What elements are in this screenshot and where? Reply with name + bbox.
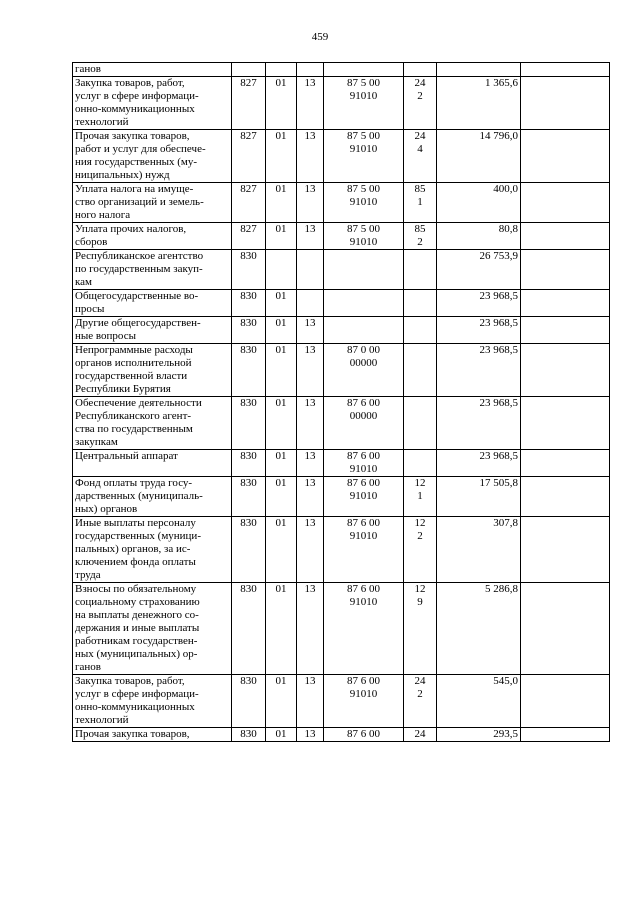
target-article-cell: 87 5 00 91010: [324, 183, 404, 223]
expense-type-cell: 12 9: [404, 583, 437, 675]
row-name-cell: Прочая закупка товаров, работ и услуг для обеспече- ния государственных (му- ниципальных) нужд: [73, 130, 232, 183]
section-code-cell: 01: [266, 477, 297, 517]
amount-cell: 400,0: [437, 183, 521, 223]
ministry-code-cell: 830: [232, 728, 266, 742]
ministry-code-cell: 830: [232, 583, 266, 675]
row-name-cell: Непрограммные расходы органов исполнительной государственной власти Республики Бурятия: [73, 344, 232, 397]
table-row: [73, 675, 610, 728]
table-row: [73, 477, 610, 517]
section-code-cell: 01: [266, 517, 297, 583]
row-name-cell: Центральный аппарат: [73, 450, 232, 477]
row-name-cell: Иные выплаты персоналу государственных (муници- пальных) органов, за ис- ключением фонда оплаты труда: [73, 517, 232, 583]
section-code-cell: 01: [266, 675, 297, 728]
amount-cell: [437, 63, 521, 77]
amount-cell: 23 968,5: [437, 317, 521, 344]
section-code-cell: 01: [266, 223, 297, 250]
amount-cell: 293,5: [437, 728, 521, 742]
ministry-code-cell: 830: [232, 675, 266, 728]
expense-type-cell: 24 2: [404, 675, 437, 728]
amount-cell: 23 968,5: [437, 344, 521, 397]
target-article-cell: 87 6 00 91010: [324, 477, 404, 517]
row-name-cell: Закупка товаров, работ, услуг в сфере информаци- онно-коммуникационных технологий: [73, 77, 232, 130]
section-code-cell: 01: [266, 344, 297, 397]
target-article-cell: 87 6 00 91010: [324, 450, 404, 477]
target-article-cell: 87 5 00 91010: [324, 223, 404, 250]
extra-amount-cell: [521, 583, 610, 675]
ministry-code-cell: 830: [232, 250, 266, 290]
target-article-cell: 87 6 00 00000: [324, 397, 404, 450]
extra-amount-cell: [521, 77, 610, 130]
subsection-code-cell: 13: [297, 450, 324, 477]
extra-amount-cell: [521, 130, 610, 183]
amount-cell: 14 796,0: [437, 130, 521, 183]
ministry-code-cell: 827: [232, 130, 266, 183]
target-article-cell: 87 6 00 91010: [324, 675, 404, 728]
page-number: 459: [311, 31, 329, 43]
section-code-cell: [266, 250, 297, 290]
amount-cell: 1 365,6: [437, 77, 521, 130]
table-row: [73, 63, 610, 77]
extra-amount-cell: [521, 223, 610, 250]
subsection-code-cell: 13: [297, 223, 324, 250]
extra-amount-cell: [521, 728, 610, 742]
subsection-code-cell: 13: [297, 675, 324, 728]
section-code-cell: 01: [266, 183, 297, 223]
target-article-cell: 87 6 00: [324, 728, 404, 742]
table-row: [73, 583, 610, 675]
ministry-code-cell: 830: [232, 450, 266, 477]
target-article-cell: [324, 63, 404, 77]
row-name-cell: Фонд оплаты труда госу- дарственных (муниципаль- ных) органов: [73, 477, 232, 517]
expense-type-cell: 24 2: [404, 77, 437, 130]
table-row: [73, 183, 610, 223]
row-name-cell: Закупка товаров, работ, услуг в сфере информаци- онно-коммуникационных технологий: [73, 675, 232, 728]
amount-cell: 80,8: [437, 223, 521, 250]
subsection-code-cell: 13: [297, 477, 324, 517]
expense-type-cell: 85 2: [404, 223, 437, 250]
extra-amount-cell: [521, 317, 610, 344]
row-name-cell: Уплата налога на имуще- ство организаций и земель- ного налога: [73, 183, 232, 223]
section-code-cell: 01: [266, 130, 297, 183]
ministry-code-cell: 830: [232, 290, 266, 317]
subsection-code-cell: 13: [297, 583, 324, 675]
expense-type-cell: [404, 250, 437, 290]
ministry-code-cell: 830: [232, 517, 266, 583]
table-row: [73, 344, 610, 397]
subsection-code-cell: 13: [297, 183, 324, 223]
amount-cell: 23 968,5: [437, 450, 521, 477]
row-name-cell: Взносы по обязательному социальному страхованию на выплаты денежного со- держания и иные выплаты работникам государствен- ных (муниципальных) ор- ганов: [73, 583, 232, 675]
extra-amount-cell: [521, 344, 610, 397]
target-article-cell: 87 5 00 91010: [324, 130, 404, 183]
target-article-cell: [324, 317, 404, 344]
expense-type-cell: [404, 450, 437, 477]
ministry-code-cell: 830: [232, 397, 266, 450]
table-row: [73, 317, 610, 344]
extra-amount-cell: [521, 250, 610, 290]
ministry-code-cell: 830: [232, 317, 266, 344]
table-row: [73, 223, 610, 250]
expense-type-cell: 85 1: [404, 183, 437, 223]
ministry-code-cell: 830: [232, 477, 266, 517]
section-code-cell: 01: [266, 397, 297, 450]
extra-amount-cell: [521, 397, 610, 450]
subsection-code-cell: [297, 290, 324, 317]
expense-type-cell: 24 4: [404, 130, 437, 183]
subsection-code-cell: 13: [297, 77, 324, 130]
expense-type-cell: [404, 63, 437, 77]
row-name-cell: Обеспечение деятельности Республиканского агент- ства по государственным закупкам: [73, 397, 232, 450]
extra-amount-cell: [521, 290, 610, 317]
ministry-code-cell: 827: [232, 77, 266, 130]
row-name-cell: Прочая закупка товаров,: [73, 728, 232, 742]
subsection-code-cell: [297, 63, 324, 77]
row-name-cell: Уплата прочих налогов, сборов: [73, 223, 232, 250]
amount-cell: 23 968,5: [437, 290, 521, 317]
table-row: [73, 397, 610, 450]
table-row: [73, 517, 610, 583]
row-name-cell: Республиканское агентство по государственным закуп- кам: [73, 250, 232, 290]
extra-amount-cell: [521, 517, 610, 583]
expense-type-cell: 12 2: [404, 517, 437, 583]
extra-amount-cell: [521, 675, 610, 728]
ministry-code-cell: 827: [232, 183, 266, 223]
section-code-cell: 01: [266, 728, 297, 742]
section-code-cell: 01: [266, 290, 297, 317]
row-name-cell: Общегосударственные во- просы: [73, 290, 232, 317]
section-code-cell: 01: [266, 583, 297, 675]
extra-amount-cell: [521, 477, 610, 517]
extra-amount-cell: [521, 183, 610, 223]
table-row: [73, 728, 610, 742]
ministry-code-cell: 827: [232, 223, 266, 250]
subsection-code-cell: 13: [297, 344, 324, 397]
table-row: [73, 450, 610, 477]
subsection-code-cell: 13: [297, 397, 324, 450]
subsection-code-cell: 13: [297, 728, 324, 742]
section-code-cell: 01: [266, 77, 297, 130]
target-article-cell: [324, 250, 404, 290]
extra-amount-cell: [521, 63, 610, 77]
extra-amount-cell: [521, 450, 610, 477]
expense-type-cell: 24: [404, 728, 437, 742]
target-article-cell: 87 5 00 91010: [324, 77, 404, 130]
target-article-cell: 87 0 00 00000: [324, 344, 404, 397]
row-name-cell: ганов: [73, 63, 232, 77]
subsection-code-cell: 13: [297, 317, 324, 344]
subsection-code-cell: [297, 250, 324, 290]
ministry-code-cell: [232, 63, 266, 77]
expense-type-cell: [404, 397, 437, 450]
table-row: [73, 130, 610, 183]
amount-cell: 23 968,5: [437, 397, 521, 450]
subsection-code-cell: 13: [297, 517, 324, 583]
table-body: [73, 63, 610, 742]
subsection-code-cell: 13: [297, 130, 324, 183]
expense-type-cell: 12 1: [404, 477, 437, 517]
ministry-code-cell: 830: [232, 344, 266, 397]
table-row: [73, 77, 610, 130]
target-article-cell: [324, 290, 404, 317]
amount-cell: 17 505,8: [437, 477, 521, 517]
table-row: [73, 250, 610, 290]
expense-type-cell: [404, 290, 437, 317]
budget-table: [72, 62, 610, 742]
amount-cell: 545,0: [437, 675, 521, 728]
amount-cell: 26 753,9: [437, 250, 521, 290]
amount-cell: 307,8: [437, 517, 521, 583]
row-name-cell: Другие общегосударствен- ные вопросы: [73, 317, 232, 344]
amount-cell: 5 286,8: [437, 583, 521, 675]
expense-type-cell: [404, 317, 437, 344]
section-code-cell: [266, 63, 297, 77]
table-row: [73, 290, 610, 317]
target-article-cell: 87 6 00 91010: [324, 583, 404, 675]
target-article-cell: 87 6 00 91010: [324, 517, 404, 583]
section-code-cell: 01: [266, 317, 297, 344]
expense-type-cell: [404, 344, 437, 397]
section-code-cell: 01: [266, 450, 297, 477]
